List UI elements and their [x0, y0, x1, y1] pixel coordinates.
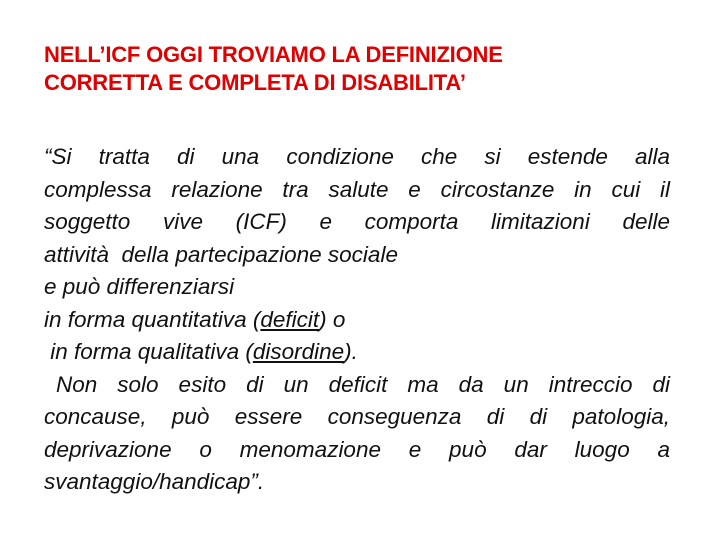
- quote-line-6-after: ) o: [319, 306, 346, 332]
- title-line-1: NELL’ICF OGGI TROVIAMO LA DEFINIZIONE: [44, 42, 503, 67]
- quote-line-9: concause, può essere conseguenza di di patologia,: [44, 404, 670, 429]
- quote-body: [44, 141, 670, 499]
- quote-line-2: complessa relazione tra salute e circostanze in cui il: [44, 176, 670, 202]
- quote-line-3: soggetto vive (ICF) e comporta limitazioni delle: [44, 209, 670, 234]
- quote-line-5: e può differenziarsi: [44, 274, 235, 299]
- quote-line-7: [44, 336, 670, 369]
- quote-line-11: svantaggio/handicap”.: [44, 469, 265, 494]
- slide-title: [44, 41, 684, 97]
- quote-line-4: attività della partecipazione sociale: [44, 241, 398, 267]
- quote-line-7-after: ).: [344, 339, 358, 364]
- title-line-2: CORRETTA E COMPLETA DI DISABILITA’: [44, 70, 466, 95]
- deficit-term: deficit: [260, 306, 320, 332]
- quote-line-8: Non solo esito di un deficit ma da un intreccio di: [56, 371, 670, 397]
- quote-line-7-before: in forma qualitativa (: [44, 339, 253, 364]
- quote-line-10: deprivazione o menomazione e può dar luogo a: [44, 436, 670, 462]
- quote-line-6-before: in forma quantitativa (: [44, 306, 261, 332]
- quote-line-6: [44, 304, 670, 337]
- disordine-term: disordine: [252, 339, 345, 364]
- quote-line-1: “Si tratta di una condizione che si estende alla: [44, 144, 670, 169]
